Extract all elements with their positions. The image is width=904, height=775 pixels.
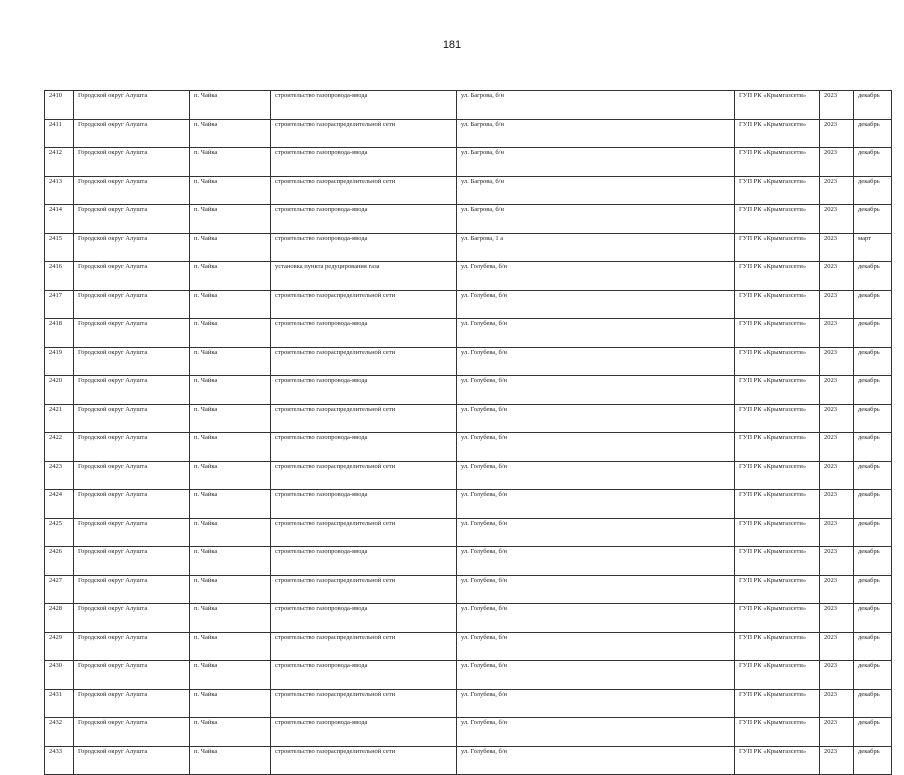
- year-cell: 2023: [820, 404, 854, 433]
- organization-cell: ГУП РК «Крымгазсети»: [735, 461, 820, 490]
- organization-cell: ГУП РК «Крымгазсети»: [735, 404, 820, 433]
- year-cell: 2023: [820, 262, 854, 291]
- settlement-cell: п. Чайка: [190, 632, 271, 661]
- address-cell: ул. Голубева, б/н: [457, 632, 735, 661]
- row-number-cell: 2414: [45, 205, 74, 234]
- month-cell: декабрь: [854, 376, 892, 405]
- work-type-cell: строительство газораспределительной сети: [271, 632, 457, 661]
- district-cell: Городской округ Алушта: [74, 661, 190, 690]
- organization-cell: ГУП РК «Крымгазсети»: [735, 290, 820, 319]
- settlement-cell: п. Чайка: [190, 290, 271, 319]
- month-cell: декабрь: [854, 433, 892, 462]
- district-cell: Городской округ Алушта: [74, 176, 190, 205]
- work-type-cell: строительство газораспределительной сети: [271, 347, 457, 376]
- month-cell: декабрь: [854, 518, 892, 547]
- row-number-cell: 2422: [45, 433, 74, 462]
- row-number-cell: 2416: [45, 262, 74, 291]
- organization-cell: ГУП РК «Крымгазсети»: [735, 91, 820, 120]
- row-number-cell: 2427: [45, 575, 74, 604]
- table-row: [45, 347, 892, 376]
- settlement-cell: п. Чайка: [190, 119, 271, 148]
- settlement-cell: п. Чайка: [190, 490, 271, 519]
- district-cell: Городской округ Алушта: [74, 547, 190, 576]
- district-cell: Городской округ Алушта: [74, 91, 190, 120]
- table-row: [45, 91, 892, 120]
- month-cell: декабрь: [854, 604, 892, 633]
- district-cell: Городской округ Алушта: [74, 718, 190, 747]
- settlement-cell: п. Чайка: [190, 518, 271, 547]
- month-cell: декабрь: [854, 262, 892, 291]
- year-cell: 2023: [820, 718, 854, 747]
- table-row: [45, 205, 892, 234]
- month-cell: декабрь: [854, 661, 892, 690]
- district-cell: Городской округ Алушта: [74, 518, 190, 547]
- address-cell: ул. Голубева, б/н: [457, 404, 735, 433]
- settlement-cell: п. Чайка: [190, 689, 271, 718]
- work-type-cell: строительство газопровода-ввода: [271, 490, 457, 519]
- settlement-cell: п. Чайка: [190, 233, 271, 262]
- address-cell: ул. Голубева, б/н: [457, 461, 735, 490]
- registry-table: [44, 90, 892, 775]
- address-cell: ул. Багрова, б/н: [457, 176, 735, 205]
- year-cell: 2023: [820, 689, 854, 718]
- month-cell: декабрь: [854, 319, 892, 348]
- table-row: [45, 490, 892, 519]
- district-cell: Городской округ Алушта: [74, 461, 190, 490]
- table-row: [45, 547, 892, 576]
- year-cell: 2023: [820, 433, 854, 462]
- row-number-cell: 2421: [45, 404, 74, 433]
- table-row: [45, 176, 892, 205]
- row-number-cell: 2432: [45, 718, 74, 747]
- organization-cell: ГУП РК «Крымгазсети»: [735, 119, 820, 148]
- table-row: [45, 661, 892, 690]
- work-type-cell: строительство газопровода-ввода: [271, 433, 457, 462]
- table-row: [45, 290, 892, 319]
- address-cell: ул. Голубева, б/н: [457, 290, 735, 319]
- address-cell: ул. Голубева, б/н: [457, 575, 735, 604]
- row-number-cell: 2415: [45, 233, 74, 262]
- address-cell: ул. Голубева, б/н: [457, 661, 735, 690]
- work-type-cell: строительство газопровода-ввода: [271, 319, 457, 348]
- organization-cell: ГУП РК «Крымгазсети»: [735, 518, 820, 547]
- settlement-cell: п. Чайка: [190, 148, 271, 177]
- organization-cell: ГУП РК «Крымгазсети»: [735, 433, 820, 462]
- table-row: [45, 689, 892, 718]
- settlement-cell: п. Чайка: [190, 404, 271, 433]
- address-cell: ул. Голубева, б/н: [457, 604, 735, 633]
- work-type-cell: строительство газопровода-ввода: [271, 205, 457, 234]
- organization-cell: ГУП РК «Крымгазсети»: [735, 490, 820, 519]
- row-number-cell: 2420: [45, 376, 74, 405]
- work-type-cell: строительство газопровода-ввода: [271, 233, 457, 262]
- work-type-cell: строительство газораспределительной сети: [271, 404, 457, 433]
- work-type-cell: строительство газораспределительной сети: [271, 689, 457, 718]
- work-type-cell: строительство газопровода-ввода: [271, 376, 457, 405]
- month-cell: декабрь: [854, 119, 892, 148]
- page-number: 181: [442, 39, 462, 51]
- year-cell: 2023: [820, 205, 854, 234]
- district-cell: Городской округ Алушта: [74, 689, 190, 718]
- settlement-cell: п. Чайка: [190, 746, 271, 775]
- row-number-cell: 2411: [45, 119, 74, 148]
- row-number-cell: 2426: [45, 547, 74, 576]
- year-cell: 2023: [820, 233, 854, 262]
- organization-cell: ГУП РК «Крымгазсети»: [735, 319, 820, 348]
- table-row: [45, 376, 892, 405]
- row-number-cell: 2428: [45, 604, 74, 633]
- district-cell: Городской округ Алушта: [74, 404, 190, 433]
- row-number-cell: 2433: [45, 746, 74, 775]
- table-row: [45, 404, 892, 433]
- address-cell: ул. Голубева, б/н: [457, 689, 735, 718]
- row-number-cell: 2419: [45, 347, 74, 376]
- organization-cell: ГУП РК «Крымгазсети»: [735, 575, 820, 604]
- table-row: [45, 632, 892, 661]
- address-cell: ул. Голубева, б/н: [457, 718, 735, 747]
- year-cell: 2023: [820, 176, 854, 205]
- organization-cell: ГУП РК «Крымгазсети»: [735, 347, 820, 376]
- row-number-cell: 2425: [45, 518, 74, 547]
- district-cell: Городской округ Алушта: [74, 233, 190, 262]
- year-cell: 2023: [820, 91, 854, 120]
- address-cell: ул. Голубева, б/н: [457, 347, 735, 376]
- year-cell: 2023: [820, 347, 854, 376]
- address-cell: ул. Голубева, б/н: [457, 376, 735, 405]
- year-cell: 2023: [820, 547, 854, 576]
- settlement-cell: п. Чайка: [190, 262, 271, 291]
- district-cell: Городской округ Алушта: [74, 490, 190, 519]
- work-type-cell: строительство газораспределительной сети: [271, 176, 457, 205]
- address-cell: ул. Голубева, б/н: [457, 746, 735, 775]
- row-number-cell: 2429: [45, 632, 74, 661]
- row-number-cell: 2417: [45, 290, 74, 319]
- district-cell: Городской округ Алушта: [74, 604, 190, 633]
- work-type-cell: строительство газопровода-ввода: [271, 604, 457, 633]
- address-cell: ул. Голубева, б/н: [457, 319, 735, 348]
- month-cell: декабрь: [854, 718, 892, 747]
- district-cell: Городской округ Алушта: [74, 205, 190, 234]
- year-cell: 2023: [820, 661, 854, 690]
- month-cell: декабрь: [854, 148, 892, 177]
- month-cell: март: [854, 233, 892, 262]
- settlement-cell: п. Чайка: [190, 376, 271, 405]
- row-number-cell: 2413: [45, 176, 74, 205]
- address-cell: ул. Голубева, б/н: [457, 547, 735, 576]
- year-cell: 2023: [820, 604, 854, 633]
- table-row: [45, 461, 892, 490]
- table-row: [45, 518, 892, 547]
- row-number-cell: 2410: [45, 91, 74, 120]
- month-cell: декабрь: [854, 689, 892, 718]
- organization-cell: ГУП РК «Крымгазсети»: [735, 176, 820, 205]
- organization-cell: ГУП РК «Крымгазсети»: [735, 689, 820, 718]
- district-cell: Городской округ Алушта: [74, 148, 190, 177]
- settlement-cell: п. Чайка: [190, 661, 271, 690]
- district-cell: Городской округ Алушта: [74, 119, 190, 148]
- settlement-cell: п. Чайка: [190, 205, 271, 234]
- work-type-cell: строительство газопровода-ввода: [271, 661, 457, 690]
- organization-cell: ГУП РК «Крымгазсети»: [735, 718, 820, 747]
- settlement-cell: п. Чайка: [190, 547, 271, 576]
- settlement-cell: п. Чайка: [190, 461, 271, 490]
- district-cell: Городской округ Алушта: [74, 746, 190, 775]
- table-row: [45, 233, 892, 262]
- month-cell: декабрь: [854, 347, 892, 376]
- district-cell: Городской округ Алушта: [74, 347, 190, 376]
- work-type-cell: строительство газораспределительной сети: [271, 575, 457, 604]
- organization-cell: ГУП РК «Крымгазсети»: [735, 205, 820, 234]
- table-row: [45, 575, 892, 604]
- work-type-cell: строительство газораспределительной сети: [271, 119, 457, 148]
- row-number-cell: 2431: [45, 689, 74, 718]
- month-cell: декабрь: [854, 404, 892, 433]
- year-cell: 2023: [820, 518, 854, 547]
- organization-cell: ГУП РК «Крымгазсети»: [735, 376, 820, 405]
- work-type-cell: строительство газопровода-ввода: [271, 547, 457, 576]
- year-cell: 2023: [820, 746, 854, 775]
- month-cell: декабрь: [854, 575, 892, 604]
- work-type-cell: строительство газораспределительной сети: [271, 461, 457, 490]
- settlement-cell: п. Чайка: [190, 718, 271, 747]
- month-cell: декабрь: [854, 205, 892, 234]
- address-cell: ул. Голубева, б/н: [457, 433, 735, 462]
- settlement-cell: п. Чайка: [190, 91, 271, 120]
- work-type-cell: строительство газопровода-ввода: [271, 91, 457, 120]
- district-cell: Городской округ Алушта: [74, 319, 190, 348]
- table-row: [45, 746, 892, 775]
- address-cell: ул. Голубева, б/н: [457, 518, 735, 547]
- settlement-cell: п. Чайка: [190, 319, 271, 348]
- table-row: [45, 148, 892, 177]
- table-row: [45, 718, 892, 747]
- month-cell: декабрь: [854, 547, 892, 576]
- row-number-cell: 2418: [45, 319, 74, 348]
- work-type-cell: строительство газораспределительной сети: [271, 746, 457, 775]
- month-cell: декабрь: [854, 746, 892, 775]
- row-number-cell: 2412: [45, 148, 74, 177]
- settlement-cell: п. Чайка: [190, 433, 271, 462]
- month-cell: декабрь: [854, 632, 892, 661]
- table-row: [45, 604, 892, 633]
- row-number-cell: 2424: [45, 490, 74, 519]
- table-row: [45, 119, 892, 148]
- table-row: [45, 262, 892, 291]
- month-cell: декабрь: [854, 461, 892, 490]
- organization-cell: ГУП РК «Крымгазсети»: [735, 148, 820, 177]
- district-cell: Городской округ Алушта: [74, 433, 190, 462]
- row-number-cell: 2423: [45, 461, 74, 490]
- month-cell: декабрь: [854, 91, 892, 120]
- district-cell: Городской округ Алушта: [74, 262, 190, 291]
- row-number-cell: 2430: [45, 661, 74, 690]
- month-cell: декабрь: [854, 490, 892, 519]
- organization-cell: ГУП РК «Крымгазсети»: [735, 604, 820, 633]
- organization-cell: ГУП РК «Крымгазсети»: [735, 547, 820, 576]
- year-cell: 2023: [820, 490, 854, 519]
- address-cell: ул. Багрова, б/н: [457, 91, 735, 120]
- year-cell: 2023: [820, 148, 854, 177]
- work-type-cell: строительство газораспределительной сети: [271, 518, 457, 547]
- settlement-cell: п. Чайка: [190, 176, 271, 205]
- year-cell: 2023: [820, 290, 854, 319]
- work-type-cell: строительство газопровода-ввода: [271, 148, 457, 177]
- address-cell: ул. Голубева, б/н: [457, 262, 735, 291]
- district-cell: Городской округ Алушта: [74, 376, 190, 405]
- address-cell: ул. Багрова, б/н: [457, 148, 735, 177]
- district-cell: Городской округ Алушта: [74, 575, 190, 604]
- organization-cell: ГУП РК «Крымгазсети»: [735, 661, 820, 690]
- settlement-cell: п. Чайка: [190, 604, 271, 633]
- district-cell: Городской округ Алушта: [74, 290, 190, 319]
- month-cell: декабрь: [854, 290, 892, 319]
- year-cell: 2023: [820, 376, 854, 405]
- organization-cell: ГУП РК «Крымгазсети»: [735, 233, 820, 262]
- work-type-cell: строительство газораспределительной сети: [271, 290, 457, 319]
- settlement-cell: п. Чайка: [190, 347, 271, 376]
- year-cell: 2023: [820, 319, 854, 348]
- district-cell: Городской округ Алушта: [74, 632, 190, 661]
- table-row: [45, 319, 892, 348]
- organization-cell: ГУП РК «Крымгазсети»: [735, 632, 820, 661]
- year-cell: 2023: [820, 119, 854, 148]
- address-cell: ул. Багрова, б/н: [457, 119, 735, 148]
- year-cell: 2023: [820, 575, 854, 604]
- year-cell: 2023: [820, 632, 854, 661]
- table-body: [45, 91, 892, 775]
- work-type-cell: строительство газопровода-ввода: [271, 718, 457, 747]
- address-cell: ул. Багрова, 1 а: [457, 233, 735, 262]
- address-cell: ул. Багрова, б/н: [457, 205, 735, 234]
- work-type-cell: установка пункта редуцирования газа: [271, 262, 457, 291]
- address-cell: ул. Голубева, б/н: [457, 490, 735, 519]
- settlement-cell: п. Чайка: [190, 575, 271, 604]
- table-row: [45, 433, 892, 462]
- organization-cell: ГУП РК «Крымгазсети»: [735, 262, 820, 291]
- month-cell: декабрь: [854, 176, 892, 205]
- organization-cell: ГУП РК «Крымгазсети»: [735, 746, 820, 775]
- year-cell: 2023: [820, 461, 854, 490]
